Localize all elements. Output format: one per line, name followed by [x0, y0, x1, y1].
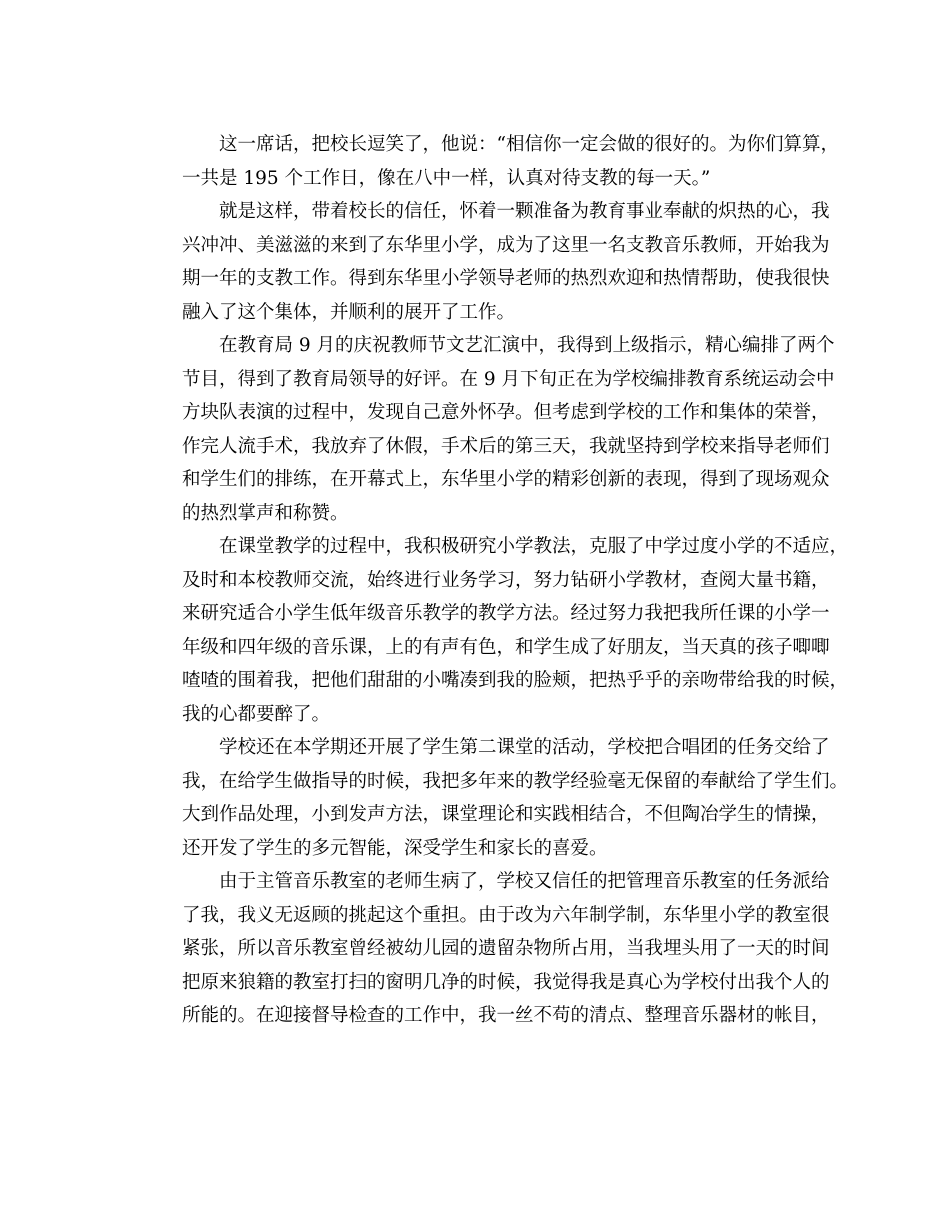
text-line: 在教育局 9 月的庆祝教师节文艺汇演中，我得到上级指示，精心编排了两个	[219, 335, 835, 356]
paragraph	[145, 865, 830, 1033]
text-line: 及时和本校教师交流，始终进行业务学习，努力钻研小学教材，查阅大量书籍，	[182, 569, 830, 591]
text-line: 在课堂教学的过程中，我积极研究小学教法，克服了中学过度小学的不适应，	[219, 536, 849, 557]
text-line: 节目，得到了教育局领导的好评。在 9 月下旬正在为学校编排教育系统运动会中	[182, 368, 835, 390]
text-line: 由于主管音乐教室的老师生病了，学校又信任的把管理音乐教室的任务派给	[219, 871, 830, 892]
paragraph	[145, 530, 849, 731]
text-line: 来研究适合小学生低年级音乐教学的教学方法。经过努力我把我所任课的小学一	[182, 603, 830, 624]
text-line: 我，在给学生做指导的时候，我把多年来的教学经验毫无保留的奉献给了学生们。	[182, 770, 849, 792]
text-line: 所能的。在迎接督导检查的工作中，我一丝不苟的清点、整理音乐器材的帐目，	[182, 1005, 830, 1026]
text-line: 还开发了学生的多元智能，深受学生和家长的喜爱。	[182, 837, 608, 859]
text-line: 一共是 195 个工作日，像在八中一样，认真对待支教的每一天。”	[182, 167, 711, 189]
paragraph	[145, 329, 835, 530]
text-line: 和学生们的排练，在开幕式上，东华里小学的精彩创新的表现，得到了现场观众	[182, 469, 830, 490]
text-line: 紧张，所以音乐教室曾经被幼儿园的遗留杂物所占用，当我埋头用了一天的时间	[182, 938, 830, 959]
text-line: 就是这样，带着校长的信任，怀着一颗准备为教育事业奉献的炽热的心，我	[219, 201, 830, 222]
paragraph	[145, 128, 839, 195]
text-line: 喳喳的围着我，把他们甜甜的小嘴凑到我的脸颊，把热乎乎的亲吻带给我的时候，	[182, 670, 849, 691]
text-line: 我的心都要醉了。	[182, 703, 331, 725]
text-line: 方块队表演的过程中，发现自己意外怀孕。但考虑到学校的工作和集体的荣誉，	[182, 402, 830, 423]
text-line: 这一席话，把校长逗笑了，他说：“相信你一定会做的很好的。为你们算算，	[219, 134, 839, 155]
text-line: 兴冲冲、美滋滋的来到了东华里小学，成为了这里一名支教音乐教师，开始我为	[182, 234, 830, 256]
text-line: 大到作品处理，小到发声方法，课堂理论和实践相结合，不但陶冶学生的情操，	[182, 804, 830, 825]
text-line: 了我，我义无返顾的挑起这个重担。由于改为六年制学制，东华里小学的教室很	[182, 904, 830, 926]
text-line: 期一年的支教工作。得到东华里小学领导老师的热烈欢迎和热情帮助，使我很快	[182, 268, 830, 289]
text-line: 作完人流手术，我放弃了休假，手术后的第三天，我就坚持到学校来指导老师们	[182, 435, 830, 457]
text-line: 年级和四年级的音乐课，上的有声有色，和学生成了好朋友，当天真的孩子唧唧	[182, 636, 830, 658]
text-line: 融入了这个集体，并顺利的展开了工作。	[182, 301, 516, 323]
text-line: 的热烈掌声和称赞。	[182, 502, 349, 524]
text-line: 把原来狼籍的教室打扫的窗明几净的时候，我觉得我是真心为学校付出我个人的	[182, 971, 830, 993]
paragraph	[145, 195, 830, 329]
paragraph	[145, 731, 849, 865]
document-body	[145, 128, 849, 1033]
text-line: 学校还在本学期还开展了学生第二课堂的活动，学校把合唱团的任务交给了	[219, 737, 830, 758]
